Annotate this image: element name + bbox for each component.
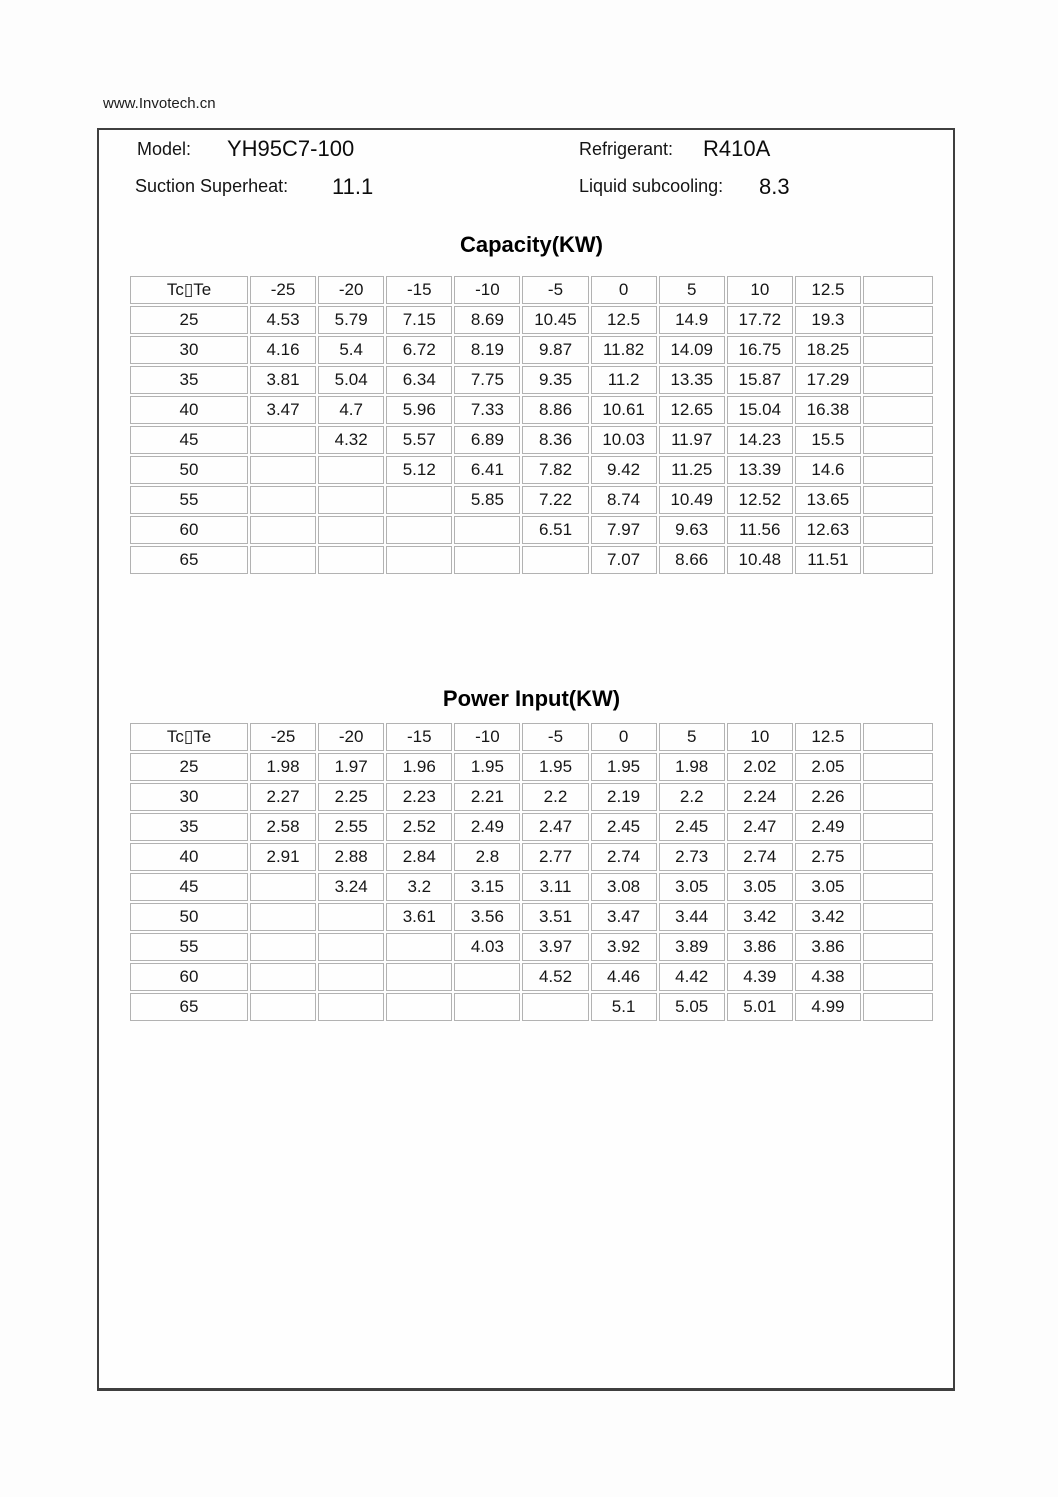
- value-cell: 5.12: [386, 456, 452, 484]
- value-cell: [250, 933, 316, 961]
- value-cell: 11.2: [591, 366, 657, 394]
- value-cell: 10.03: [591, 426, 657, 454]
- model-value: YH95C7-100: [227, 136, 355, 161]
- empty-cell: [863, 366, 933, 394]
- value-cell: 4.46: [591, 963, 657, 991]
- value-cell: 3.97: [522, 933, 588, 961]
- value-cell: [250, 993, 316, 1021]
- column-header-cell: -5: [522, 723, 588, 751]
- value-cell: 5.01: [727, 993, 793, 1021]
- value-cell: 2.49: [454, 813, 520, 841]
- value-cell: 2.23: [386, 783, 452, 811]
- table-row: [130, 933, 933, 961]
- column-header-cell: 0: [591, 276, 657, 304]
- value-cell: 16.38: [795, 396, 861, 424]
- empty-cell: [863, 933, 933, 961]
- value-cell: 17.29: [795, 366, 861, 394]
- value-cell: 13.39: [727, 456, 793, 484]
- column-header-cell: 0: [591, 723, 657, 751]
- value-cell: 8.69: [454, 306, 520, 334]
- value-cell: 3.61: [386, 903, 452, 931]
- header-row: [130, 723, 933, 751]
- empty-cell: [863, 486, 933, 514]
- table-row: [130, 546, 933, 574]
- column-header-cell: -15: [386, 276, 452, 304]
- value-cell: 8.74: [591, 486, 657, 514]
- empty-cell: [863, 516, 933, 544]
- table-row: [130, 456, 933, 484]
- power-input-table-title: Power Input(KW): [442, 686, 621, 711]
- value-cell: 1.95: [454, 753, 520, 781]
- value-cell: [386, 963, 452, 991]
- value-cell: 9.87: [522, 336, 588, 364]
- value-cell: [250, 546, 316, 574]
- empty-cell: [863, 306, 933, 334]
- row-label-cell: 35: [130, 366, 248, 394]
- datasheet-border-box: [97, 128, 955, 1391]
- row-label-cell: 25: [130, 306, 248, 334]
- value-cell: 2.8: [454, 843, 520, 871]
- value-cell: 6.34: [386, 366, 452, 394]
- value-cell: 2.55: [318, 813, 384, 841]
- value-cell: [386, 993, 452, 1021]
- value-cell: 5.4: [318, 336, 384, 364]
- value-cell: 8.86: [522, 396, 588, 424]
- value-cell: [386, 516, 452, 544]
- value-cell: 5.1: [591, 993, 657, 1021]
- value-cell: 2.2: [522, 783, 588, 811]
- value-cell: [250, 486, 316, 514]
- value-cell: 7.33: [454, 396, 520, 424]
- value-cell: [250, 963, 316, 991]
- column-header-cell: -5: [522, 276, 588, 304]
- row-label-cell: 60: [130, 516, 248, 544]
- power-input-table: [128, 721, 935, 1023]
- capacity-table-title: Capacity(KW): [459, 232, 603, 257]
- row-label-cell: 55: [130, 933, 248, 961]
- value-cell: [318, 933, 384, 961]
- value-cell: [318, 963, 384, 991]
- refrigerant-label: Refrigerant:: [579, 139, 674, 159]
- value-cell: 4.32: [318, 426, 384, 454]
- value-cell: 2.47: [727, 813, 793, 841]
- value-cell: 7.97: [591, 516, 657, 544]
- value-cell: 2.05: [795, 753, 861, 781]
- column-header-cell: 12.5: [795, 276, 861, 304]
- liquid-subcooling-value: 8.3: [759, 174, 790, 199]
- column-header-cell: -20: [318, 723, 384, 751]
- row-label-cell: 50: [130, 903, 248, 931]
- value-cell: 1.97: [318, 753, 384, 781]
- row-label-cell: 30: [130, 336, 248, 364]
- value-cell: 2.25: [318, 783, 384, 811]
- value-cell: [250, 873, 316, 901]
- row-label-cell: 25: [130, 753, 248, 781]
- value-cell: 10.48: [727, 546, 793, 574]
- value-cell: 13.35: [659, 366, 725, 394]
- value-cell: 2.19: [591, 783, 657, 811]
- value-cell: 7.82: [522, 456, 588, 484]
- value-cell: 3.86: [795, 933, 861, 961]
- value-cell: 4.16: [250, 336, 316, 364]
- value-cell: 11.51: [795, 546, 861, 574]
- value-cell: 2.58: [250, 813, 316, 841]
- value-cell: 14.09: [659, 336, 725, 364]
- value-cell: [318, 486, 384, 514]
- empty-cell: [863, 993, 933, 1021]
- value-cell: 4.39: [727, 963, 793, 991]
- value-cell: 1.95: [591, 753, 657, 781]
- value-cell: 12.5: [591, 306, 657, 334]
- value-cell: 2.77: [522, 843, 588, 871]
- value-cell: 3.44: [659, 903, 725, 931]
- value-cell: 3.11: [522, 873, 588, 901]
- value-cell: [318, 456, 384, 484]
- refrigerant-value: R410A: [703, 136, 771, 161]
- suction-superheat-value: 11.1: [332, 174, 374, 199]
- value-cell: 2.24: [727, 783, 793, 811]
- value-cell: 3.92: [591, 933, 657, 961]
- value-cell: 2.75: [795, 843, 861, 871]
- row-label-cell: 35: [130, 813, 248, 841]
- column-header-cell: -20: [318, 276, 384, 304]
- value-cell: 5.04: [318, 366, 384, 394]
- header-row: [130, 276, 933, 304]
- value-cell: 11.82: [591, 336, 657, 364]
- value-cell: 3.81: [250, 366, 316, 394]
- column-header-cell: -25: [250, 276, 316, 304]
- model-label: Model:: [137, 139, 192, 159]
- column-header-cell: 5: [659, 723, 725, 751]
- value-cell: 18.25: [795, 336, 861, 364]
- value-cell: 6.51: [522, 516, 588, 544]
- value-cell: 3.47: [250, 396, 316, 424]
- value-cell: 2.2: [659, 783, 725, 811]
- value-cell: 4.7: [318, 396, 384, 424]
- table-row: [130, 813, 933, 841]
- value-cell: 3.24: [318, 873, 384, 901]
- value-cell: 11.97: [659, 426, 725, 454]
- value-cell: 3.05: [795, 873, 861, 901]
- value-cell: 1.98: [659, 753, 725, 781]
- table-row: [130, 753, 933, 781]
- row-label-cell: 45: [130, 873, 248, 901]
- value-cell: 2.27: [250, 783, 316, 811]
- value-cell: 3.42: [727, 903, 793, 931]
- value-cell: 10.45: [522, 306, 588, 334]
- value-cell: [250, 456, 316, 484]
- table-row: [130, 993, 933, 1021]
- value-cell: 15.5: [795, 426, 861, 454]
- value-cell: 3.86: [727, 933, 793, 961]
- value-cell: 8.19: [454, 336, 520, 364]
- value-cell: 5.79: [318, 306, 384, 334]
- column-header-cell: 10: [727, 723, 793, 751]
- row-label-cell: 60: [130, 963, 248, 991]
- value-cell: 4.99: [795, 993, 861, 1021]
- value-cell: 14.9: [659, 306, 725, 334]
- value-cell: 3.89: [659, 933, 725, 961]
- value-cell: 14.23: [727, 426, 793, 454]
- value-cell: 4.38: [795, 963, 861, 991]
- liquid-subcooling-label: Liquid subcooling:: [579, 176, 724, 196]
- column-header-cell: -10: [454, 723, 520, 751]
- empty-cell: [863, 753, 933, 781]
- website-url: www.Invotech.cn: [103, 95, 216, 112]
- column-header-cell: -10: [454, 276, 520, 304]
- value-cell: [454, 516, 520, 544]
- value-cell: 4.03: [454, 933, 520, 961]
- row-label-cell: 50: [130, 456, 248, 484]
- value-cell: [386, 546, 452, 574]
- value-cell: 11.56: [727, 516, 793, 544]
- value-cell: 7.22: [522, 486, 588, 514]
- empty-cell: [863, 843, 933, 871]
- value-cell: 2.02: [727, 753, 793, 781]
- value-cell: 11.25: [659, 456, 725, 484]
- row-label-cell: 65: [130, 993, 248, 1021]
- value-cell: 7.15: [386, 306, 452, 334]
- table-row: [130, 306, 933, 334]
- value-cell: [250, 516, 316, 544]
- value-cell: 9.35: [522, 366, 588, 394]
- value-cell: [454, 546, 520, 574]
- value-cell: 3.2: [386, 873, 452, 901]
- empty-cell: [863, 396, 933, 424]
- value-cell: [318, 516, 384, 544]
- table-row: [130, 903, 933, 931]
- value-cell: 2.21: [454, 783, 520, 811]
- table-row: [130, 366, 933, 394]
- empty-cell: [863, 963, 933, 991]
- suction-superheat-label: Suction Superheat:: [135, 176, 289, 196]
- value-cell: [318, 546, 384, 574]
- value-cell: 12.52: [727, 486, 793, 514]
- value-cell: 3.47: [591, 903, 657, 931]
- value-cell: 2.49: [795, 813, 861, 841]
- value-cell: 2.52: [386, 813, 452, 841]
- value-cell: 17.72: [727, 306, 793, 334]
- value-cell: 3.51: [522, 903, 588, 931]
- value-cell: [318, 993, 384, 1021]
- value-cell: 3.05: [727, 873, 793, 901]
- empty-cell: [863, 546, 933, 574]
- table-row: [130, 396, 933, 424]
- empty-cell: [863, 426, 933, 454]
- value-cell: 10.49: [659, 486, 725, 514]
- value-cell: 15.87: [727, 366, 793, 394]
- value-cell: 6.72: [386, 336, 452, 364]
- value-cell: 4.42: [659, 963, 725, 991]
- value-cell: 5.85: [454, 486, 520, 514]
- value-cell: 5.57: [386, 426, 452, 454]
- value-cell: 7.75: [454, 366, 520, 394]
- column-header-cell: 5: [659, 276, 725, 304]
- value-cell: [386, 933, 452, 961]
- value-cell: 2.45: [659, 813, 725, 841]
- column-header-cell: -25: [250, 723, 316, 751]
- row-label-cell: 65: [130, 546, 248, 574]
- value-cell: 2.74: [591, 843, 657, 871]
- value-cell: [250, 426, 316, 454]
- row-label-cell: 40: [130, 843, 248, 871]
- value-cell: 12.63: [795, 516, 861, 544]
- row-label-cell: 30: [130, 783, 248, 811]
- row-label-cell: 40: [130, 396, 248, 424]
- empty-cell: [863, 873, 933, 901]
- value-cell: 12.65: [659, 396, 725, 424]
- value-cell: 4.52: [522, 963, 588, 991]
- value-cell: 2.45: [591, 813, 657, 841]
- value-cell: 5.05: [659, 993, 725, 1021]
- value-cell: 2.74: [727, 843, 793, 871]
- value-cell: 4.53: [250, 306, 316, 334]
- value-cell: [522, 993, 588, 1021]
- capacity-table: [128, 274, 935, 576]
- value-cell: 2.26: [795, 783, 861, 811]
- value-cell: 2.47: [522, 813, 588, 841]
- empty-header-cell: [863, 723, 933, 751]
- value-cell: 2.73: [659, 843, 725, 871]
- value-cell: 1.98: [250, 753, 316, 781]
- value-cell: 5.96: [386, 396, 452, 424]
- value-cell: 3.42: [795, 903, 861, 931]
- table-row: [130, 516, 933, 544]
- value-cell: 8.36: [522, 426, 588, 454]
- value-cell: 15.04: [727, 396, 793, 424]
- empty-cell: [863, 456, 933, 484]
- value-cell: 9.63: [659, 516, 725, 544]
- value-cell: 2.84: [386, 843, 452, 871]
- corner-cell: Tc▯Te: [130, 276, 248, 304]
- empty-cell: [863, 903, 933, 931]
- empty-cell: [863, 336, 933, 364]
- value-cell: 6.89: [454, 426, 520, 454]
- value-cell: 9.42: [591, 456, 657, 484]
- value-cell: 14.6: [795, 456, 861, 484]
- table-row: [130, 486, 933, 514]
- column-header-cell: 12.5: [795, 723, 861, 751]
- value-cell: 13.65: [795, 486, 861, 514]
- value-cell: 8.66: [659, 546, 725, 574]
- empty-header-cell: [863, 276, 933, 304]
- row-label-cell: 45: [130, 426, 248, 454]
- value-cell: 3.15: [454, 873, 520, 901]
- value-cell: [250, 903, 316, 931]
- value-cell: 3.08: [591, 873, 657, 901]
- value-cell: 2.88: [318, 843, 384, 871]
- table-row: [130, 783, 933, 811]
- value-cell: [454, 993, 520, 1021]
- value-cell: [454, 963, 520, 991]
- value-cell: 6.41: [454, 456, 520, 484]
- value-cell: 2.91: [250, 843, 316, 871]
- value-cell: 3.56: [454, 903, 520, 931]
- table-row: [130, 426, 933, 454]
- empty-cell: [863, 813, 933, 841]
- value-cell: [318, 903, 384, 931]
- value-cell: 19.3: [795, 306, 861, 334]
- column-header-cell: -15: [386, 723, 452, 751]
- value-cell: [386, 486, 452, 514]
- table-row: [130, 843, 933, 871]
- value-cell: 7.07: [591, 546, 657, 574]
- value-cell: 1.96: [386, 753, 452, 781]
- value-cell: 10.61: [591, 396, 657, 424]
- value-cell: 3.05: [659, 873, 725, 901]
- table-row: [130, 336, 933, 364]
- table-row: [130, 963, 933, 991]
- value-cell: 16.75: [727, 336, 793, 364]
- value-cell: 1.95: [522, 753, 588, 781]
- empty-cell: [863, 783, 933, 811]
- column-header-cell: 10: [727, 276, 793, 304]
- row-label-cell: 55: [130, 486, 248, 514]
- corner-cell: Tc▯Te: [130, 723, 248, 751]
- value-cell: [522, 546, 588, 574]
- table-row: [130, 873, 933, 901]
